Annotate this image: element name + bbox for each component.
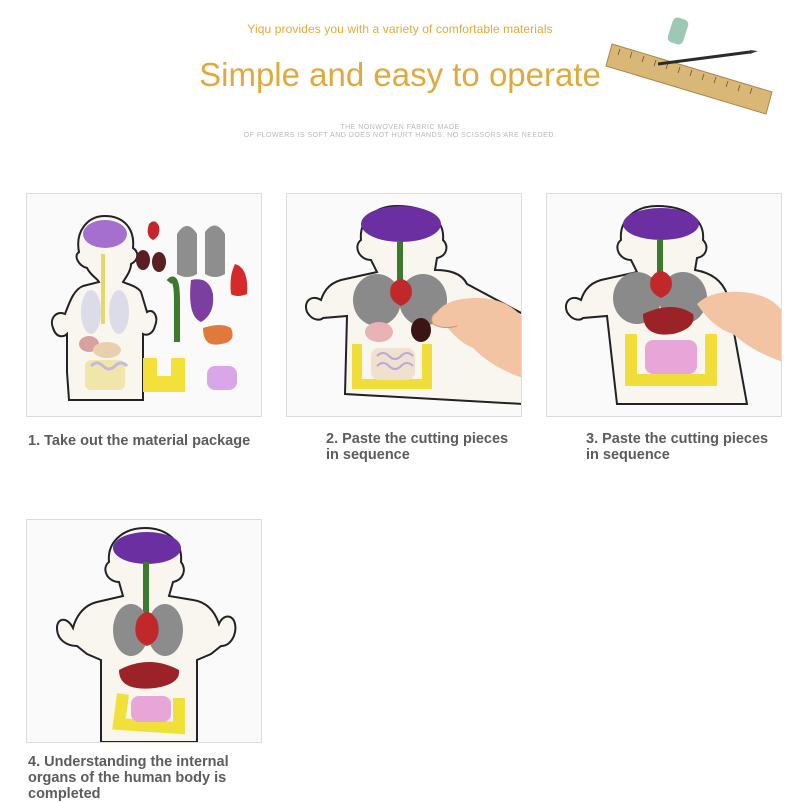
ruler-illustration [600, 14, 790, 124]
liver-piece [190, 279, 213, 322]
small-intestine-piece [207, 366, 237, 390]
lung-piece [177, 226, 197, 277]
brain-piece [83, 220, 127, 248]
step-2-caption: 2. Paste the cutting pieces in sequence [326, 431, 509, 463]
step-4-caption: 4. Understanding the internal organs of the human body is completed [28, 754, 229, 802]
eraser-icon [666, 16, 689, 46]
tagline: Yiqu provides you with a variety of comfortable materials [247, 22, 553, 36]
step-3-caption: 3. Paste the cutting pieces in sequence [586, 431, 769, 463]
ruler-icon [606, 44, 772, 114]
step-1-image [26, 193, 262, 417]
step-1-caption: 1. Take out the material package [28, 433, 251, 449]
step-4-image [26, 519, 262, 743]
esophagus-piece [169, 280, 177, 343]
pencil-icon [658, 50, 758, 64]
heart-piece [148, 221, 160, 240]
fine-print-line-2: OF FLOWERS IS SOFT AND DOES NOT HURT HANDS. NO SCISSORS ARE NEEDED. [243, 132, 557, 139]
fine-print-line-1: THE NONWOVEN FABRIC MADE [340, 124, 460, 131]
kidney-piece [136, 250, 150, 270]
step-3-image [546, 193, 782, 417]
headline: Simple and easy to operate [199, 56, 601, 93]
stomach-piece [203, 325, 233, 345]
large-intestine-piece [147, 358, 181, 388]
step-2-image [286, 193, 522, 417]
